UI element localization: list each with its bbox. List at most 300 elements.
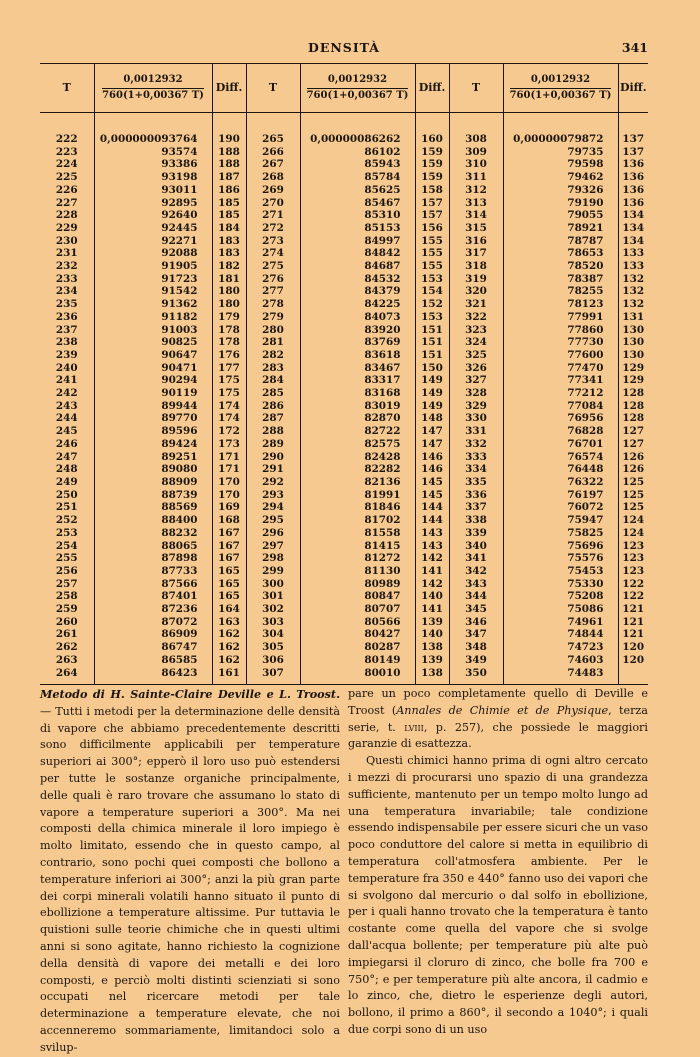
cell-value: 84073 <box>300 311 415 324</box>
table-row <box>40 158 648 171</box>
cell-value: 80287 <box>300 641 415 654</box>
cell-diff: 148 <box>415 412 449 425</box>
cell-diff: 171 <box>212 451 246 464</box>
cell-value: 87898 <box>94 552 212 565</box>
cell-t: 288 <box>246 425 300 438</box>
cell-diff: 128 <box>622 387 645 400</box>
cell-diff: 151 <box>415 349 449 362</box>
cell-diff: 149 <box>415 387 449 400</box>
cell-diff: 146 <box>415 463 449 476</box>
cell-t: 283 <box>246 362 300 375</box>
cell-t: 285 <box>246 387 300 400</box>
cell-diff: 120 <box>622 653 645 666</box>
cell-t: 311 <box>449 171 503 184</box>
cell-value: 80427 <box>300 628 415 641</box>
cell-value: 81272 <box>300 552 415 565</box>
cell-t: 251 <box>40 501 94 514</box>
cell-value: 88909 <box>94 476 212 489</box>
paragraph-text: , terza serie, t. <box>348 703 648 734</box>
cell-value: 91723 <box>94 273 212 286</box>
cell-t: 250 <box>40 489 94 502</box>
cell-t: 230 <box>40 235 94 248</box>
cell-t: 325 <box>449 349 503 362</box>
cell-t: 317 <box>449 247 503 260</box>
cell-t: 279 <box>246 311 300 324</box>
cell-value: 75086 <box>503 603 618 616</box>
cell-diff: 183 <box>212 235 246 248</box>
table-row <box>40 209 648 222</box>
cell-value: 91362 <box>94 298 212 311</box>
table-row <box>40 590 648 603</box>
col-header-t: T <box>449 64 503 113</box>
cell-t: 268 <box>246 171 300 184</box>
cell-value: 78653 <box>503 247 618 260</box>
cell-value: 76828 <box>503 425 618 438</box>
cell-value: 84532 <box>300 273 415 286</box>
cell-diff: 126 <box>622 463 645 476</box>
cell-value: 89596 <box>94 425 212 438</box>
table-row <box>40 476 648 489</box>
table-row <box>40 260 648 273</box>
col-header-diff: Diff. <box>618 64 648 113</box>
table-row <box>40 412 648 425</box>
cell-diff: 183 <box>212 247 246 260</box>
table-row <box>40 400 648 413</box>
page-number: 341 <box>621 40 648 55</box>
cell-value: 79462 <box>503 171 618 184</box>
cell-diff: 180 <box>212 298 246 311</box>
cell-value: 77084 <box>503 400 618 413</box>
table-row <box>40 565 648 578</box>
table-bottom-rule <box>40 679 648 685</box>
cell-diff: 165 <box>212 590 246 603</box>
cell-t: 284 <box>246 374 300 387</box>
cell-diff: 125 <box>622 475 645 488</box>
cell-t: 324 <box>449 336 503 349</box>
cell-diff: 177 <box>212 362 246 375</box>
cell-diff: 123 <box>622 539 645 552</box>
cell-t: 264 <box>40 667 94 680</box>
cell-t: 231 <box>40 247 94 260</box>
cell-value: 85784 <box>300 171 415 184</box>
cell-t: 242 <box>40 387 94 400</box>
cell-t: 343 <box>449 578 503 591</box>
cell-value: 77600 <box>503 349 618 362</box>
cell-diff: 136 <box>622 158 645 171</box>
cell-diff: 136 <box>622 171 645 184</box>
cell-diff: 175 <box>212 374 246 387</box>
cell-t: 260 <box>40 616 94 629</box>
cell-value: 93386 <box>94 158 212 171</box>
cell-t: 281 <box>246 336 300 349</box>
table-row <box>40 654 648 667</box>
cell-value: 84997 <box>300 235 415 248</box>
cell-diff: 174 <box>212 412 246 425</box>
cell-value: 77470 <box>503 362 618 375</box>
cell-diff: 141 <box>415 603 449 616</box>
cell-value: 75453 <box>503 565 618 578</box>
cell-value: 78520 <box>503 260 618 273</box>
cell-value: 91003 <box>94 324 212 337</box>
cell-value: 87733 <box>94 565 212 578</box>
cell-diff: 128 <box>622 399 645 412</box>
cell-diff: 149 <box>415 374 449 387</box>
cell-t: 229 <box>40 222 94 235</box>
cell-diff: 125 <box>622 488 645 501</box>
cell-t: 223 <box>40 146 94 159</box>
cell-diff: 143 <box>415 540 449 553</box>
cell-diff: 144 <box>415 514 449 527</box>
section-heading: Metodo di H. Sainte-Claire Deville e L. Troost. <box>40 687 340 701</box>
cell-value: 84225 <box>300 298 415 311</box>
cell-diff: 157 <box>415 197 449 210</box>
cell-t: 316 <box>449 235 503 248</box>
cell-t: 295 <box>246 514 300 527</box>
cell-diff: 170 <box>212 476 246 489</box>
cell-diff: 133 <box>622 247 645 260</box>
cell-diff: 133 <box>622 260 645 273</box>
cell-diff: 158 <box>415 184 449 197</box>
table-row <box>40 197 648 210</box>
cell-value: 76072 <box>503 501 618 514</box>
cell-t: 346 <box>449 616 503 629</box>
cell-diff: 136 <box>622 183 645 196</box>
cell-t: 339 <box>449 527 503 540</box>
cell-diff: 186 <box>212 184 246 197</box>
cell-diff: 172 <box>212 425 246 438</box>
cell-diff: 167 <box>212 527 246 540</box>
cell-value: 84379 <box>300 285 415 298</box>
cell-diff: 159 <box>415 171 449 184</box>
table-row <box>40 184 648 197</box>
cell-t: 338 <box>449 514 503 527</box>
cell-value: 91182 <box>94 311 212 324</box>
cell-diff: 138 <box>415 641 449 654</box>
cell-value: 83168 <box>300 387 415 400</box>
formula-numerator: 0,0012932 <box>102 74 204 89</box>
cell-t: 300 <box>246 578 300 591</box>
cell-t: 278 <box>246 298 300 311</box>
cell-value: 78255 <box>503 285 618 298</box>
cell-t: 224 <box>40 158 94 171</box>
cell-value: 85310 <box>300 209 415 222</box>
cell-value: 75825 <box>503 527 618 540</box>
cell-value: 87566 <box>94 578 212 591</box>
col-header-diff: Diff. <box>212 64 246 113</box>
cell-t: 271 <box>246 209 300 222</box>
cell-value: 80989 <box>300 578 415 591</box>
cell-diff: 130 <box>622 336 645 349</box>
cell-t: 298 <box>246 552 300 565</box>
cell-diff: 162 <box>212 654 246 667</box>
cell-t: 345 <box>449 603 503 616</box>
cell-value: 93198 <box>94 171 212 184</box>
formula-denominator: 760(1+0,00367 T) <box>306 89 409 101</box>
cell-value: 74723 <box>503 641 618 654</box>
cell-t: 336 <box>449 489 503 502</box>
cell-t: 290 <box>246 451 300 464</box>
col-header-formula <box>300 64 415 113</box>
cell-t: 320 <box>449 285 503 298</box>
cell-t: 319 <box>449 273 503 286</box>
cell-diff: 171 <box>212 463 246 476</box>
density-table <box>40 63 648 685</box>
cell-diff: 127 <box>622 425 645 438</box>
cell-diff: 144 <box>415 501 449 514</box>
cell-t: 330 <box>449 412 503 425</box>
cell-value: 83769 <box>300 336 415 349</box>
cell-value: 74483 <box>503 667 618 680</box>
cell-value: 91905 <box>94 260 212 273</box>
table-row <box>40 527 648 540</box>
cell-t: 340 <box>449 540 503 553</box>
cell-t: 301 <box>246 590 300 603</box>
text-column-right <box>348 686 648 1039</box>
cell-value: 75330 <box>503 578 618 591</box>
cell-t: 280 <box>246 324 300 337</box>
cell-t: 287 <box>246 412 300 425</box>
cell-t: 246 <box>40 438 94 451</box>
cell-t: 267 <box>246 158 300 171</box>
cell-diff: 188 <box>212 146 246 159</box>
cell-t: 234 <box>40 285 94 298</box>
cell-t: 296 <box>246 527 300 540</box>
cell-value: 80149 <box>300 654 415 667</box>
cell-t: 331 <box>449 425 503 438</box>
cell-value: 76197 <box>503 489 618 502</box>
cell-diff: 151 <box>415 336 449 349</box>
cell-t: 307 <box>246 667 300 680</box>
cell-value: 75576 <box>503 552 618 565</box>
cell-t: 266 <box>246 146 300 159</box>
running-header <box>40 38 648 58</box>
cell-diff: 164 <box>212 603 246 616</box>
cell-diff: 121 <box>622 628 645 641</box>
cell-t: 226 <box>40 184 94 197</box>
cell-value: 80707 <box>300 603 415 616</box>
cell-diff: 184 <box>212 222 246 235</box>
cell-t: 222 <box>40 133 94 146</box>
cell-t: 327 <box>449 374 503 387</box>
cell-diff: 147 <box>415 438 449 451</box>
cell-t: 274 <box>246 247 300 260</box>
paragraph <box>40 686 340 1057</box>
cell-diff: 142 <box>415 552 449 565</box>
cell-diff: 138 <box>415 667 449 680</box>
cell-t: 247 <box>40 451 94 464</box>
cell-diff: 124 <box>622 526 645 539</box>
cell-diff: 145 <box>415 489 449 502</box>
cell-t: 286 <box>246 400 300 413</box>
cell-diff: 128 <box>622 412 645 425</box>
cell-t: 323 <box>449 324 503 337</box>
cell-diff: 155 <box>415 235 449 248</box>
cell-diff: 168 <box>212 514 246 527</box>
table-row <box>40 171 648 184</box>
table-row <box>40 133 648 146</box>
cell-t: 341 <box>449 552 503 565</box>
cell-diff: 136 <box>622 196 645 209</box>
cell-value: 82870 <box>300 412 415 425</box>
cell-t: 350 <box>449 667 503 680</box>
cell-diff: 151 <box>415 324 449 337</box>
cell-t: 227 <box>40 197 94 210</box>
cell-diff: 155 <box>415 260 449 273</box>
cell-t: 303 <box>246 616 300 629</box>
cell-diff: 152 <box>415 298 449 311</box>
cell-t: 254 <box>40 540 94 553</box>
table-row <box>40 349 648 362</box>
table-row <box>40 603 648 616</box>
cell-value: 87072 <box>94 616 212 629</box>
cell-value: 75208 <box>503 590 618 603</box>
cell-t: 239 <box>40 349 94 362</box>
cell-t: 328 <box>449 387 503 400</box>
cell-t: 261 <box>40 628 94 641</box>
cell-value: 91542 <box>94 285 212 298</box>
table-row <box>40 438 648 451</box>
cell-t: 315 <box>449 222 503 235</box>
col-header-formula <box>94 64 212 113</box>
cell-diff: 167 <box>212 540 246 553</box>
cell-t: 292 <box>246 476 300 489</box>
table-row <box>40 552 648 565</box>
cell-value: 92895 <box>94 197 212 210</box>
cell-value: 89424 <box>94 438 212 451</box>
cell-value: 90647 <box>94 349 212 362</box>
cell-diff: 120 <box>622 641 645 654</box>
cell-diff: 165 <box>212 565 246 578</box>
cell-diff: 153 <box>415 273 449 286</box>
cell-t: 326 <box>449 362 503 375</box>
cell-value: 89251 <box>94 451 212 464</box>
cell-diff: 147 <box>415 425 449 438</box>
cell-diff: 121 <box>622 615 645 628</box>
cell-value: 77341 <box>503 374 618 387</box>
cell-t: 277 <box>246 285 300 298</box>
paragraph <box>348 686 648 753</box>
cell-diff: 175 <box>212 387 246 400</box>
cell-t: 255 <box>40 552 94 565</box>
cell-t: 282 <box>246 349 300 362</box>
cell-diff: 188 <box>212 158 246 171</box>
table-row <box>40 146 648 159</box>
cell-t: 333 <box>449 451 503 464</box>
cell-value: 86747 <box>94 641 212 654</box>
table-row <box>40 425 648 438</box>
cell-diff: 181 <box>212 273 246 286</box>
cell-value: 83019 <box>300 400 415 413</box>
cell-diff: 182 <box>212 260 246 273</box>
cell-value: 88739 <box>94 489 212 502</box>
cell-diff: 123 <box>622 564 645 577</box>
cell-t: 297 <box>246 540 300 553</box>
table-header-row <box>40 64 648 113</box>
table-row <box>40 489 648 502</box>
cell-t: 332 <box>449 438 503 451</box>
cell-t: 342 <box>449 565 503 578</box>
cell-diff: 160 <box>415 133 449 146</box>
cell-diff: 134 <box>622 221 645 234</box>
cell-value: 88232 <box>94 527 212 540</box>
cell-t: 259 <box>40 603 94 616</box>
cell-diff: 132 <box>622 285 645 298</box>
col-header-t: T <box>246 64 300 113</box>
col-header-t: T <box>40 64 94 113</box>
cell-value: 85467 <box>300 197 415 210</box>
cell-diff: 167 <box>212 552 246 565</box>
cell-value: 82136 <box>300 476 415 489</box>
cell-value: 93574 <box>94 146 212 159</box>
cell-t: 240 <box>40 362 94 375</box>
cell-value: 80566 <box>300 616 415 629</box>
table-row <box>40 298 648 311</box>
cell-value: 77730 <box>503 336 618 349</box>
cell-t: 262 <box>40 641 94 654</box>
cell-t: 256 <box>40 565 94 578</box>
cell-diff: 190 <box>212 133 246 146</box>
cell-t: 237 <box>40 324 94 337</box>
cell-diff: 140 <box>415 590 449 603</box>
paragraph: Questi chimici hanno prima di ogni altro cercato i mezzi di procurarsi uno spazio di una grandezza sufficiente, mantenuto per un tempo molto lungo ad una temperatura invariabile; tale condizione essendo indispensabile per essere sicuri che un vaso poco conduttore del calore si metta in equilibrio di temperatura coll'atmosfera ambiente. Per le temperature fra 350 e 440° fanno uso dei vapori che si svolgono dal mercurio o dal solfo in ebollizione, per i quali hanno trovato che la temperatura è tanto costante come quella del vapore che si svolge dall'acqua bollente; per temperature più alte può impiegarsi il cloruro di zinco, che bolle fra 700 e 750°; e per temperature più alte ancora, il cadmio e lo zinco, che, dietro le esperienze degli autori, bollono, il primo a 860°, il secondo a 1040°; i quali due corpi sono di un uso <box>348 754 648 1036</box>
table-row <box>40 324 648 337</box>
cell-value: 81991 <box>300 489 415 502</box>
cell-value: 74844 <box>503 628 618 641</box>
cell-t: 293 <box>246 489 300 502</box>
cell-value: 85153 <box>300 222 415 235</box>
cell-diff: 139 <box>415 616 449 629</box>
cell-t: 265 <box>246 133 300 146</box>
col-header-formula <box>503 64 618 113</box>
cell-value: 0,00000086262 <box>300 133 415 146</box>
cell-value: 0,000000093764 <box>94 133 212 146</box>
cell-value: 82722 <box>300 425 415 438</box>
cell-value: 87401 <box>94 590 212 603</box>
cell-diff: 123 <box>622 552 645 565</box>
journal-title: Annales de Chimie et de Physique <box>396 703 609 717</box>
cell-diff <box>618 667 648 680</box>
cell-t: 313 <box>449 197 503 210</box>
cell-diff: 180 <box>212 285 246 298</box>
cell-value: 81558 <box>300 527 415 540</box>
cell-value: 83317 <box>300 374 415 387</box>
cell-value: 79055 <box>503 209 618 222</box>
cell-t: 248 <box>40 463 94 476</box>
col-header-diff: Diff. <box>415 64 449 113</box>
cell-diff: 139 <box>415 654 449 667</box>
cell-t: 305 <box>246 641 300 654</box>
cell-value: 90825 <box>94 336 212 349</box>
cell-diff: 163 <box>212 616 246 629</box>
cell-diff: 155 <box>415 247 449 260</box>
cell-diff: 149 <box>415 400 449 413</box>
cell-value: 83618 <box>300 349 415 362</box>
cell-value: 86909 <box>94 628 212 641</box>
table-body <box>40 113 648 685</box>
cell-value: 89770 <box>94 412 212 425</box>
cell-t: 334 <box>449 463 503 476</box>
cell-t: 275 <box>246 260 300 273</box>
cell-diff: 169 <box>212 501 246 514</box>
cell-t: 276 <box>246 273 300 286</box>
paragraph-text: , p. 257), che possiede le maggiori garanzie di esattezza. <box>348 720 648 751</box>
cell-diff: 129 <box>622 361 645 374</box>
cell-t: 258 <box>40 590 94 603</box>
volume-number: lviii <box>404 720 424 734</box>
text-column-left <box>40 686 340 1057</box>
cell-value: 76448 <box>503 463 618 476</box>
cell-value: 81846 <box>300 501 415 514</box>
